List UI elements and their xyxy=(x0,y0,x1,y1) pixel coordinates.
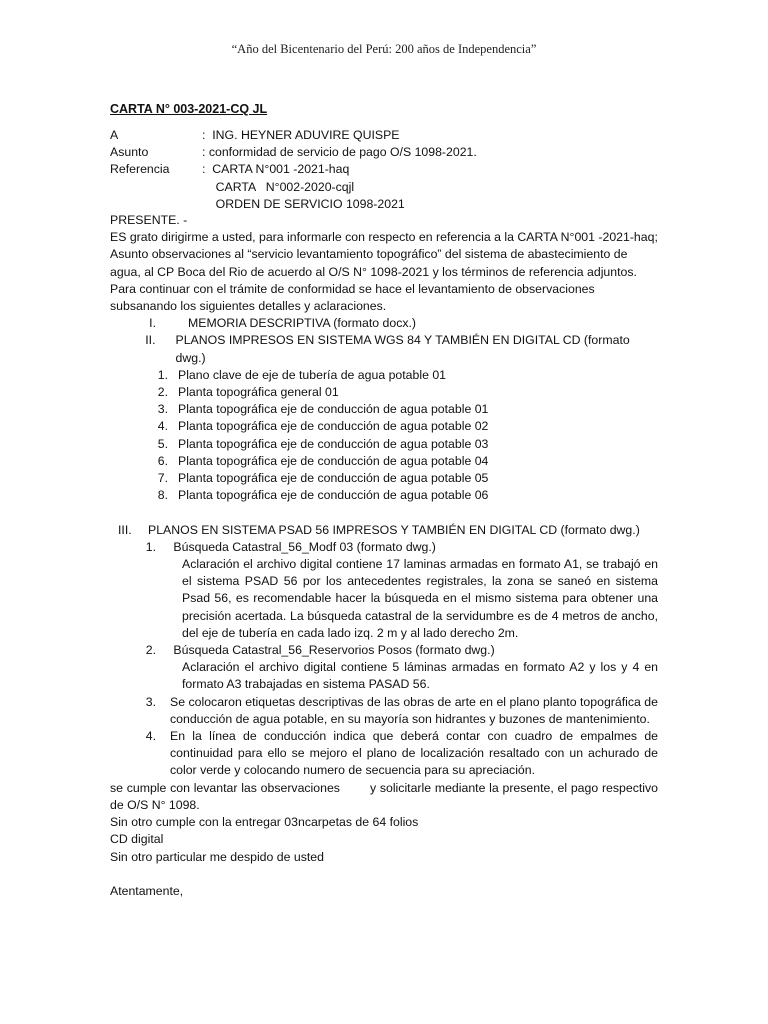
ref-value: : ING. HEYNER ADUVIRE QUISPE xyxy=(202,128,400,142)
closing-line-folders: Sin otro cumple con la entregar 03ncarpetas de 64 folios xyxy=(110,815,419,830)
list-text: Planta topográfica general 01 xyxy=(178,385,339,400)
list-item xyxy=(110,487,658,504)
list-item xyxy=(110,453,658,470)
ref-key: Referencia xyxy=(110,162,170,177)
section-number: II. xyxy=(145,333,156,348)
ref-row-referencia xyxy=(110,161,670,178)
list-number: 8. xyxy=(157,488,168,503)
section-iii-item-1-title xyxy=(110,539,658,556)
spacer xyxy=(110,504,658,521)
list-number: 3. xyxy=(145,694,156,709)
list-number: 5. xyxy=(157,436,168,451)
list-item xyxy=(110,367,658,384)
list-number: 2. xyxy=(157,385,168,400)
list-item xyxy=(110,384,658,401)
list-number: 4. xyxy=(157,419,168,434)
section-iii-item-3 xyxy=(110,694,658,728)
ref-key xyxy=(110,196,202,213)
section-label: PLANOS EN SISTEMA PSAD 56 IMPRESOS Y TAMBIÉN EN DIGITAL CD (formato dwg.) xyxy=(148,522,640,537)
list-number: 1. xyxy=(157,367,168,382)
ref-row-asunto xyxy=(110,144,670,161)
list-text: Búsqueda Catastral_56_Reservorios Posos (formato dwg.) xyxy=(170,643,495,658)
list-number: 6. xyxy=(157,453,168,468)
presente-line: PRESENTE. - xyxy=(110,213,188,227)
header-motto: “Año del Bicentenario del Perú: 200 años de Independencia” xyxy=(231,42,537,56)
section-label: PLANOS IMPRESOS EN SISTEMA WGS 84 Y TAMBIÉN EN DIGITAL CD (formato dwg.) xyxy=(175,333,630,365)
ref-key xyxy=(110,179,202,196)
list-number: 4. xyxy=(145,729,156,744)
closing-paragraph: se cumple con levantar las observaciones y solicitarle mediante la presente, el pago respectivo de O/S N° 1098. xyxy=(110,780,662,812)
ref-value: : conformidad de servicio de pago O/S 1098-2021. xyxy=(202,145,477,160)
letter-title: CARTA N° 003-2021-CQ JL xyxy=(110,102,268,116)
list-number: 1. xyxy=(145,539,156,554)
ref-row-a xyxy=(110,127,670,144)
letter-body xyxy=(110,212,662,900)
list-item xyxy=(110,401,658,418)
closing-line-cd: CD digital xyxy=(110,832,164,847)
section-i xyxy=(110,315,658,332)
ref-value: ORDEN DE SERVICIO 1098-2021 xyxy=(202,196,405,211)
section-ii-list xyxy=(110,367,658,505)
ref-key: Asunto xyxy=(110,145,149,160)
closing-line-farewell: Sin otro particular me despido de usted xyxy=(110,849,324,864)
ref-value: CARTA N°002-2020-cqjl xyxy=(202,179,355,194)
list-item xyxy=(110,436,658,453)
list-number: 3. xyxy=(157,402,168,417)
sign-off: Atentamente, xyxy=(110,883,184,898)
section-number: III. xyxy=(118,522,132,537)
list-number: 7. xyxy=(157,471,168,486)
section-number: I. xyxy=(149,316,156,331)
reference-block xyxy=(110,127,670,213)
section-iii-item-1-text: Aclaración el archivo digital contiene 17 laminas armadas en formato A1, se trabajó en el sistema PSAD 56 por los antecedentes registrales, la zona se saneó en sistema Psad 56, es recomendable hacer la búsqueda en el mismo sistema para obtener una precisión acertada. La búsqueda catastral de la servidumbre es de 4 metros de ancho, del eje de tubería en cada lado izq. 2 m y al lado derecho 2m. xyxy=(182,557,658,640)
list-text: Planta topográfica eje de conducción de agua potable 05 xyxy=(178,471,489,486)
list-text: Planta topográfica eje de conducción de agua potable 06 xyxy=(178,488,489,503)
list-text: Se colocaron etiquetas descriptivas de las obras de arte en el plano planto topográfica de conducción de agua potable, en su mayoría son hidrantes y buzones de mantenimiento. xyxy=(170,694,658,726)
list-text: En la línea de conducción indica que deberá contar con cuadro de empalmes de continuidad para ello se mejoro el plano de localización resaltado con un achurado de color verde y colocando numero de secuencia para su apreciación. xyxy=(170,729,658,778)
ref-key: A xyxy=(110,128,119,142)
list-text: Planta topográfica eje de conducción de agua potable 02 xyxy=(178,419,489,434)
section-iii-item-2-title xyxy=(110,642,658,659)
intro-paragraph: ES grato dirigirme a usted, para informarle con respecto en referencia a la CARTA N°001 -2021-haq; Asunto observaciones al “servicio levantamiento topográfico” del sistema de abastecimiento de agua, al CP Boca del Rio de acuerdo al O/S N° 1098-2021 y los términos de referencia adjuntos. xyxy=(110,230,658,279)
list-text: Búsqueda Catastral_56_Modf 03 (formato dwg.) xyxy=(170,539,436,554)
ref-value: : CARTA N°001 -2021-haq xyxy=(202,162,350,177)
section-iii-item-2-text: Aclaración el archivo digital contiene 5 láminas armadas en formato A2 y los y 4 en formato A3 trabajadas en sistema PASAD 56. xyxy=(182,660,658,692)
list-item xyxy=(110,470,658,487)
list-item xyxy=(110,418,658,435)
section-ii xyxy=(110,332,658,366)
ref-row-orden xyxy=(110,196,670,213)
ref-row-carta xyxy=(110,179,670,196)
list-text: Plano clave de eje de tubería de agua potable 01 xyxy=(178,367,447,382)
continuation-paragraph: Para continuar con el trámite de conformidad se hace el levantamiento de observaciones subsanando los siguientes detalles y aclaraciones. xyxy=(110,281,595,314)
section-iii xyxy=(110,522,658,539)
list-text: Planta topográfica eje de conducción de agua potable 01 xyxy=(178,402,489,417)
list-text: Planta topográfica eje de conducción de agua potable 04 xyxy=(178,453,489,468)
list-number: 2. xyxy=(145,643,156,658)
section-iii-item-4 xyxy=(110,728,658,780)
section-label: MEMORIA DESCRIPTIVA (formato docx.) xyxy=(188,316,416,331)
list-text: Planta topográfica eje de conducción de agua potable 03 xyxy=(178,436,489,451)
spacer xyxy=(110,866,658,883)
